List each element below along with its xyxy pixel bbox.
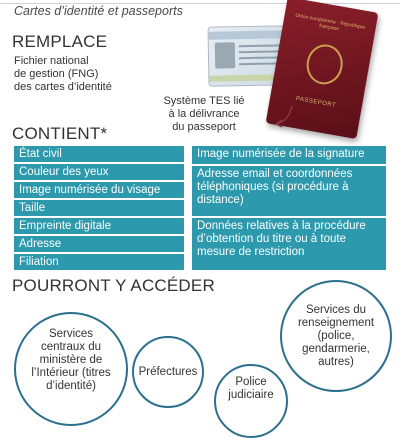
contains-item: Empreinte digitale xyxy=(14,218,184,234)
contains-item: Couleur des yeux xyxy=(14,164,184,180)
replace-line: Fichier national xyxy=(14,55,89,67)
access-bubble-ministry xyxy=(14,312,128,426)
contains-item: Données relatives à la procédure d’obtention du titre ou à toute mesure de restriction xyxy=(192,218,386,270)
replace-heading: REMPLACE xyxy=(12,32,108,51)
passport-title-text: PASSEPORT xyxy=(295,95,337,109)
id-card-photo xyxy=(215,42,235,68)
contains-item: Image numérisée de la signature xyxy=(192,146,386,164)
tes-note-line: Système TES lié xyxy=(163,95,245,107)
tes-note-line: du passeport xyxy=(172,121,236,133)
contains-item: Filiation xyxy=(14,254,184,270)
contains-item: Adresse email et coordonnées téléphoniques (si procédure à distance) xyxy=(192,166,386,216)
curved-arrow-icon xyxy=(230,96,300,136)
contains-heading: CONTIENT* xyxy=(12,124,108,143)
access-bubble-label: Police judiciaire xyxy=(228,376,274,401)
passport-emblem-icon xyxy=(303,42,345,88)
contains-item: Adresse xyxy=(14,236,184,252)
access-heading: POURRONT Y ACCÉDER xyxy=(12,276,215,295)
contains-item: Taille xyxy=(14,200,184,216)
access-bubble-label: Préfectures xyxy=(138,365,198,378)
access-bubble-intelligence xyxy=(280,280,392,392)
replace-description xyxy=(14,55,112,94)
access-bubble-judicial-police xyxy=(214,364,288,438)
replace-line: des cartes d’identité xyxy=(14,81,112,93)
contains-item: État civil xyxy=(14,146,184,162)
contains-item: Image numérisée du visage xyxy=(14,182,184,198)
document-subtitle: Cartes d’identité et passeports xyxy=(14,4,183,18)
id-card-band xyxy=(209,30,291,39)
access-bubble-prefectures xyxy=(132,336,204,408)
passport-header-text: Union européenne · République française xyxy=(294,12,366,33)
access-bubble-label: Services centraux du ministère de l’Intérieur (titres d’identité) xyxy=(31,327,111,392)
access-bubble-label: Services du renseignement (police, gendarmerie, autres) xyxy=(297,303,375,368)
tes-note-line: à la délivrance xyxy=(168,108,240,120)
replace-line: de gestion (FNG) xyxy=(14,68,99,80)
